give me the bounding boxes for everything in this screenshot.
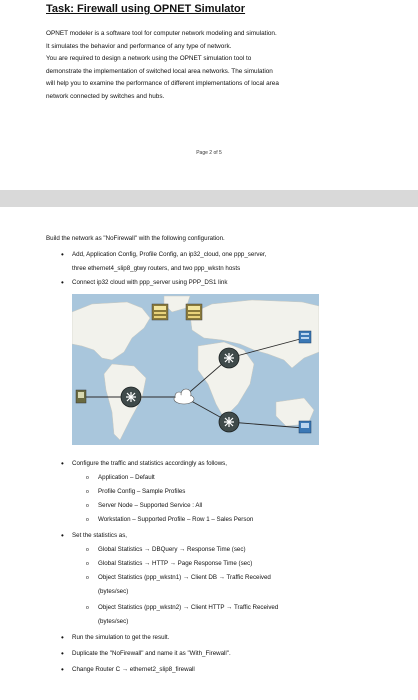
intro-paragraph — [46, 28, 364, 103]
router-icon[interactable] — [121, 387, 141, 407]
sub-workstation: o Workstation – Supported Profile – Row 1 – Sales Person — [98, 514, 253, 526]
page-number: Page 2 of 5 — [196, 150, 222, 156]
sub-object-wkstn1: o Object Statistics (ppp_wkstn1) → Client DB → Traffic Received — [98, 572, 271, 584]
document-page-2 — [0, 207, 418, 700]
workstation-icon[interactable] — [76, 390, 86, 403]
router-icon[interactable] — [219, 348, 239, 368]
bullet-connect-link: • Connect ip32 cloud with ppp_server using PPP_DS1 link — [72, 277, 227, 289]
sub-profile-config: o Profile Config – Sample Profiles — [98, 486, 185, 498]
build-intro: Build the network as "NoFirewall" with the following configuration. — [46, 235, 225, 242]
bullet-configure: • Configure the traffic and statistics accordingly as follows, — [72, 458, 227, 470]
config-node-icon[interactable] — [152, 304, 168, 320]
workstation-icon[interactable] — [299, 421, 311, 433]
intro-line: network connected by switches and hubs. — [46, 92, 165, 100]
document-page-1 — [0, 0, 418, 190]
network-diagram — [72, 294, 319, 445]
intro-line: It simulates the behavior and performance of any type of network. — [46, 42, 232, 50]
intro-line: will help you to examine the performance of different implementations of local area — [46, 80, 279, 87]
bullet-add-nodes-cont: three ethernet4_slip8_gtwy routers, and two ppp_wkstn hosts — [72, 265, 241, 272]
router-icon[interactable] — [219, 412, 239, 432]
sub-object-wkstn2: o Object Statistics (ppp_wkstn2) → Client HTTP → Traffic Received — [98, 602, 278, 614]
intro-line: You are required to design a network using the OPNET simulation tool to — [46, 55, 252, 62]
sub-object-wkstn2-cont: (bytes/sec) — [98, 618, 129, 625]
sub-application: o Application – Default — [98, 472, 155, 484]
server-icon[interactable] — [299, 331, 311, 343]
bullet-add-nodes: • Add, Application Config, Profile Config, an ip32_cloud, one ppp_server, — [72, 249, 266, 261]
intro-line: demonstrate the implementation of switched local area networks. The simulation — [46, 67, 273, 75]
sub-object-wkstn1-cont: (bytes/sec) — [98, 588, 129, 595]
task-title: Task: Firewall using OPNET Simulator — [46, 3, 246, 15]
bullet-change-router: • Change Router C → ethernet2_slip8_firewall — [72, 664, 195, 676]
sub-global-http: o Global Statistics → HTTP → Page Response Time (sec) — [98, 558, 252, 570]
sub-global-dbquery: o Global Statistics → DBQuery → Response Time (sec) — [98, 544, 246, 556]
intro-line: OPNET modeler is a software tool for computer network modeling and simulation. — [46, 30, 277, 37]
bullet-set-statistics: • Set the statistics as, — [72, 530, 127, 542]
bullet-run-simulation: • Run the simulation to get the result. — [72, 632, 169, 644]
sub-server-node: o Server Node – Supported Service : All — [98, 500, 202, 512]
bullet-duplicate: • Duplicate the "NoFirewall" and name it as "With_Firewall". — [72, 648, 231, 660]
config-node-icon[interactable] — [186, 304, 202, 320]
